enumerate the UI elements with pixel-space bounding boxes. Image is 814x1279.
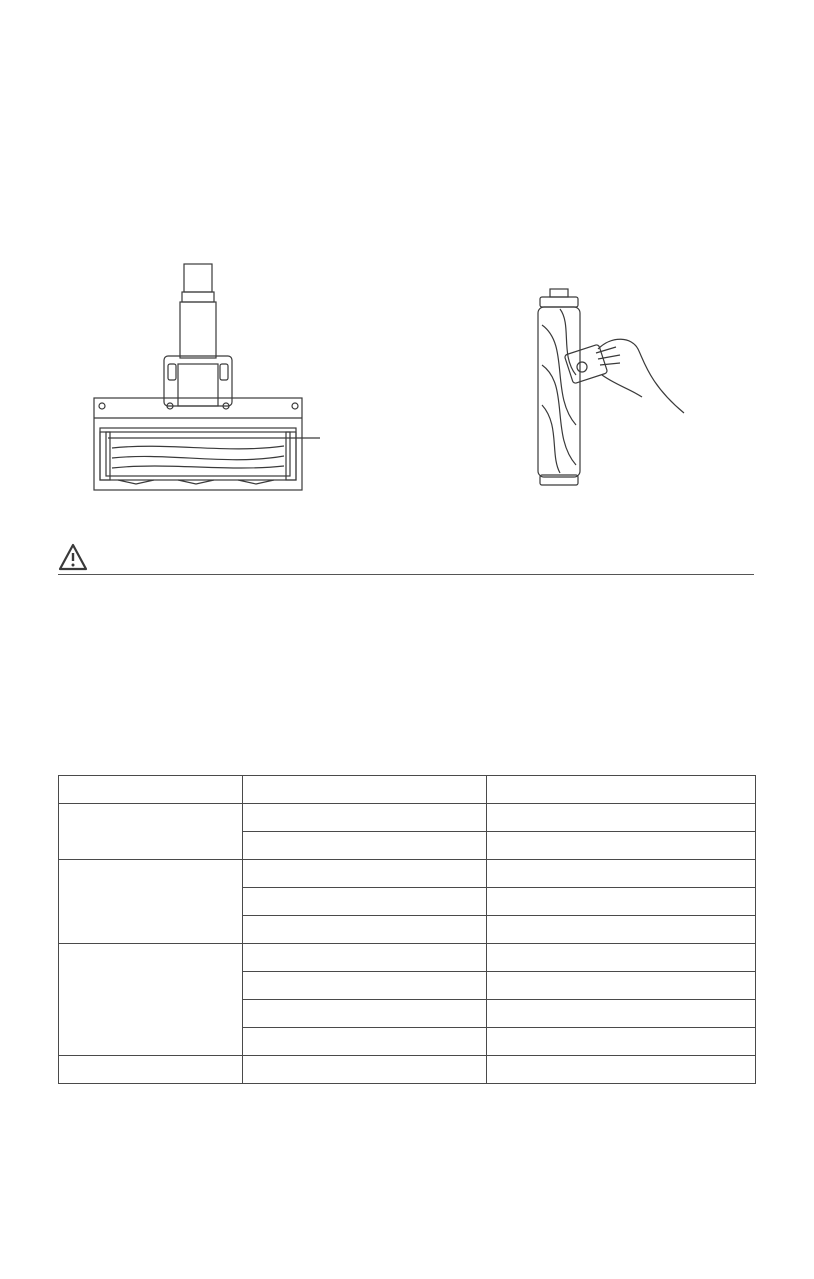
table-cell [243,916,487,944]
table-cell [487,776,756,804]
table-cell [59,1056,243,1084]
table-cell [487,832,756,860]
table-cell [243,776,487,804]
table-row [59,944,756,972]
table-row [59,860,756,888]
table-cell [243,888,487,916]
table-cell [59,776,243,804]
table-cell [487,1056,756,1084]
table-cell [243,860,487,888]
table-cell [487,1028,756,1056]
table-row [59,776,756,804]
table-cell [59,860,243,944]
table-cell [487,916,756,944]
table-cell [487,888,756,916]
table-cell [487,1000,756,1028]
table-cell [243,1000,487,1028]
table-cell [59,944,243,1056]
table-cell [487,804,756,832]
table-cell [487,944,756,972]
warning-divider [58,574,754,575]
table-cell [243,804,487,832]
brush-head-illustration [88,258,328,498]
table-cell [243,1056,487,1084]
table-cell [243,944,487,972]
table-cell [243,832,487,860]
table-row [59,1056,756,1084]
table-cell [59,804,243,860]
table-cell [487,972,756,1000]
warning-header [58,543,754,577]
table-cell [487,860,756,888]
table-row [59,804,756,832]
warning-triangle-icon [58,543,88,571]
spec-table [58,775,756,1084]
table-cell [243,972,487,1000]
table-cell [243,1028,487,1056]
roller-brush-illustration [520,285,700,490]
